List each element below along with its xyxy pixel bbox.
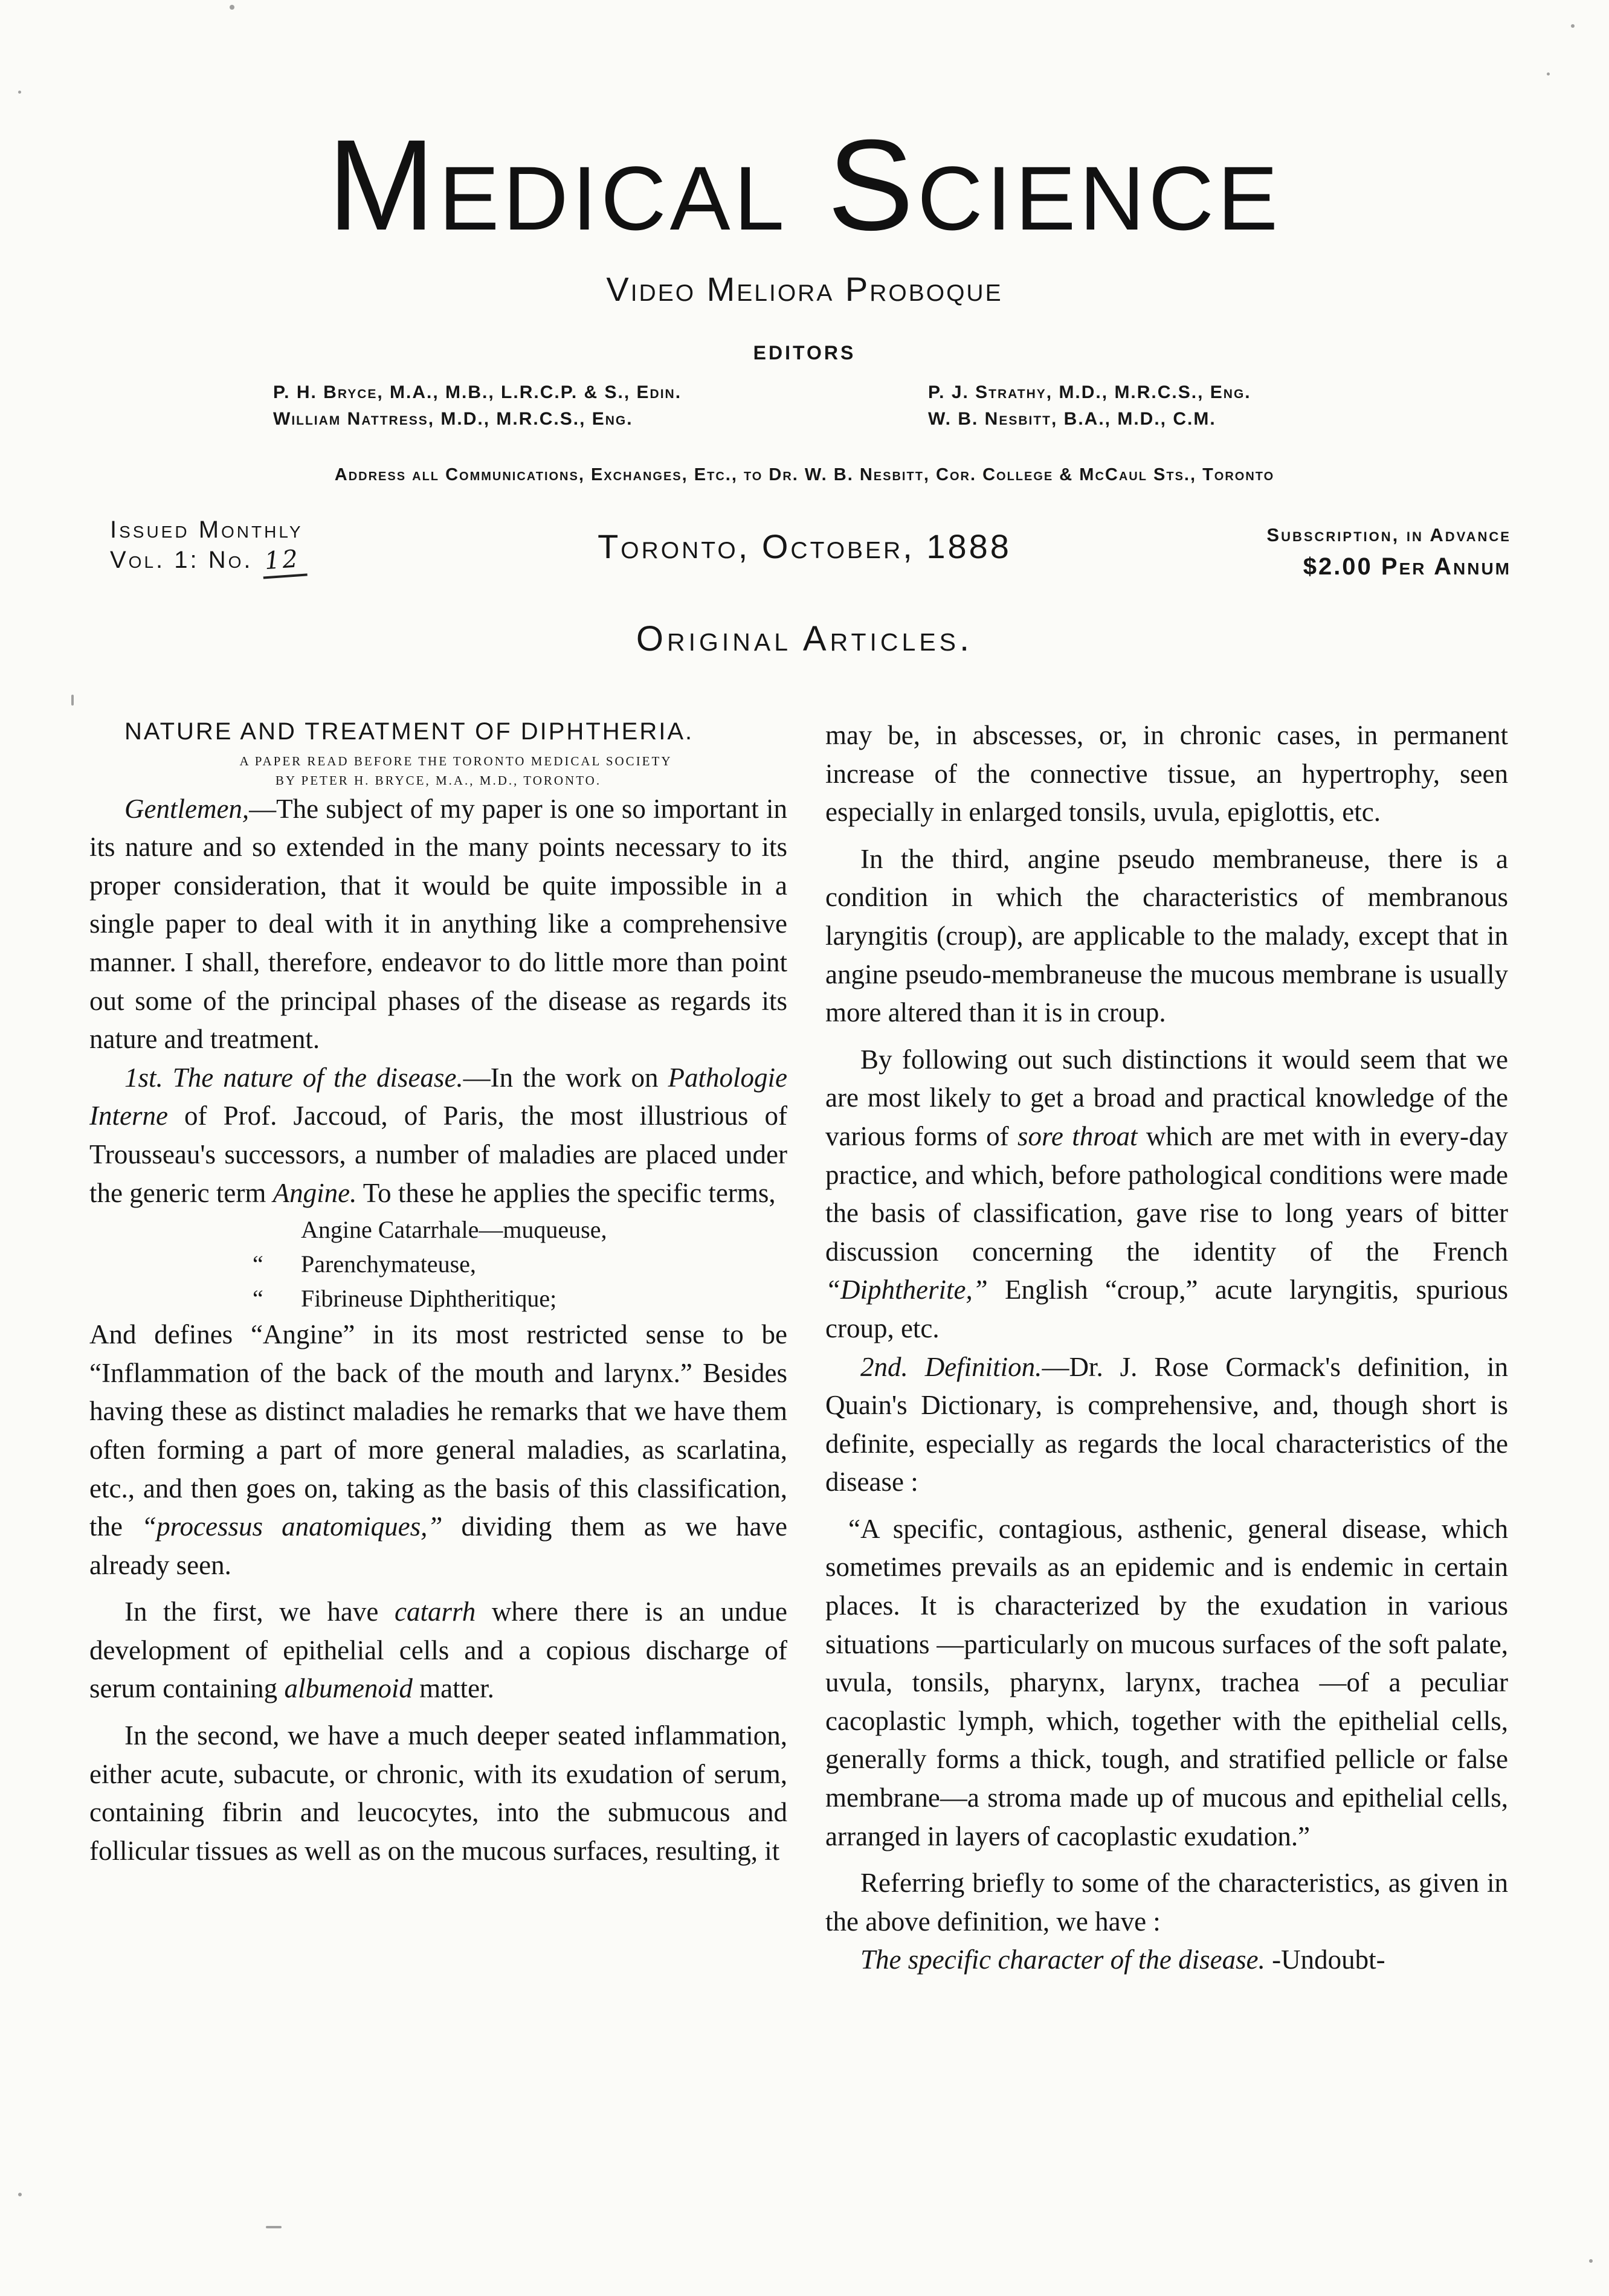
block-quote	[825, 1510, 1508, 1856]
scan-speck	[18, 2193, 22, 2196]
subheading: 1st. The nature of the disease.	[124, 1062, 463, 1093]
paragraph: By following out such distinctions it would seem that we are most likely to get a broad and practical knowledge of the various forms of sore throat which are met with in every-day practice, and which, before pathological conditions were made the basis of classification, gave rise to long years of bitter discussion concerning the identity of the French “Diphtherite,” English “croup,” acute laryngitis, spurious croup, etc.	[825, 1044, 1509, 1343]
list-item: “ Fibrineuse Diphtheritique;	[253, 1285, 557, 1313]
byline-line: BY PETER H. BRYCE, M.A., M.D., TORONTO.	[275, 773, 602, 788]
paragraph: In the third, angine pseudo membraneuse, there is a condition in which the characteristics of membranous laryngitis (croup), are applicable to the malady, except that in angine pseudo-membraneuse the mucous membrane is usually more altered than it is in croup.	[825, 843, 1508, 1028]
article-column-left	[89, 713, 787, 1870]
paragraph: In the second, we have a much deeper seated inflammation, either acute, subacute, or chronic, with its exudation of serum, containing fibrin and leucocytes, into the submucous and follicular tissues as well as on the mucous surfaces, resulting, it	[89, 1720, 787, 1866]
italic-term: catarrh	[395, 1597, 476, 1627]
article-byline	[89, 751, 787, 790]
scan-speck	[266, 2226, 282, 2228]
scan-speck	[71, 695, 74, 706]
editor-name: P. H. Bryce, M.A., M.B., L.R.C.P. & S., Edin.	[273, 382, 682, 402]
quote-text: “A specific, contagious, asthenic, general disease, which sometimes prevails as an epidemic and is endemic in certain places. It is characterized by the exudation in various situations —particularly on mucous surfaces of the soft palate, uvula, tonsils, pharynx, larynx, trachea —of a peculiar cacoplastic lymph, which, together with the epithelial cells, generally forms a thick, tough, and stratified pellicle or false membrane—a stroma made up of mucous and epithelial cells, arranged in layers of cacoplastic exudation.”	[825, 1513, 1508, 1851]
subscription-price: $2.00 Per Annum	[1303, 553, 1511, 580]
journal-motto: Video Meliora Proboque	[606, 270, 1003, 308]
italic-term: Pathologie Interne	[89, 1062, 787, 1131]
paragraph: 1st. The nature of the disease.—In the work on Pathologie Interne of Prof. Jaccoud, of Paris, the most illustrious of Trousseau's successors, a number of maladies are placed under the generic term Angine. To these he applies the specific terms,	[89, 1062, 787, 1208]
italic-term: “Diphtherite,”	[825, 1275, 988, 1305]
editors-left	[273, 379, 682, 433]
paragraph: Gentlemen,—The subject of my paper is one so important in its nature and so extended in the many points necessary to its proper consideration, that it would be quite impossible in a single paper to deal with it in anything like a comprehensive manner. I shall, therefore, endeavor to do little more than point out some of the principal phases of the disease as regards its nature and treatment.	[89, 793, 787, 1055]
section-title: Original Articles.	[636, 619, 973, 658]
subscription-info	[1266, 519, 1511, 582]
paragraph: In the first, we have catarrh where there is an undue development of epithelial cells and a copious discharge of serum containing albumenoid matter.	[89, 1597, 787, 1704]
dateline: Toronto, October, 1888	[598, 527, 1011, 565]
list-item: Angine Catarrhale—muqueuse,	[301, 1216, 607, 1244]
italic-term: Angine.	[272, 1177, 357, 1208]
editor-name: William Nattress, M.D., M.R.C.S., Eng.	[273, 409, 633, 429]
byline-line: A PAPER READ BEFORE THE TORONTO MEDICAL SOCIETY	[239, 753, 672, 768]
editors-right	[928, 379, 1251, 433]
subheading: 2nd. Definition.	[860, 1351, 1042, 1382]
journal-title: Medical Science	[327, 113, 1282, 257]
editor-name: W. B. Nesbitt, B.A., M.D., C.M.	[928, 409, 1216, 429]
paragraph: The specific character of the disease. -Undoubt-	[860, 1944, 1385, 1975]
paragraph: 2nd. Definition.—Dr. J. Rose Cormack's definition, in Quain's Dictionary, is comprehensive, and, though short is definite, especially as regards the local characteristics of the disease :	[825, 1351, 1508, 1497]
scan-speck	[1589, 2259, 1593, 2263]
scan-speck	[18, 91, 21, 94]
salutation: Gentlemen,	[124, 793, 250, 824]
correspondence-address: Address all Communications, Exchanges, Etc., to Dr. W. B. Nesbitt, Cor. College & McCaul Sts., Toronto	[334, 465, 1275, 484]
editors-heading: EDITORS	[753, 342, 856, 364]
article-title: NATURE AND TREATMENT OF DIPHTHERIA.	[124, 718, 694, 745]
article-column-right	[825, 716, 1508, 1979]
editor-name: P. J. Strathy, M.D., M.R.C.S., Eng.	[928, 382, 1251, 402]
issue-number: 12	[261, 544, 307, 579]
volume-label: Vol. 1: No.	[110, 547, 253, 573]
paragraph: may be, in abscesses, or, in chronic cases, in permanent increase of the connective tissue, an hypertrophy, seen especially in enlarged tonsils, uvula, epiglottis, etc.	[825, 720, 1508, 828]
scan-speck	[1547, 72, 1550, 76]
scan-speck	[1571, 24, 1575, 28]
italic-term: albumenoid	[284, 1673, 413, 1704]
subscription-label: Subscription, in Advance	[1266, 524, 1511, 545]
italic-term: “processus anatomiques,”	[141, 1511, 443, 1542]
list-item: “ Parenchymateuse,	[253, 1250, 476, 1278]
italic-term: sore throat	[1017, 1121, 1138, 1151]
subheading: The specific character of the disease.	[860, 1944, 1265, 1975]
scan-speck	[230, 5, 234, 10]
issue-frequency: Issued Monthly	[110, 516, 303, 543]
paragraph: Referring briefly to some of the characteristics, as given in the above definition, we have :	[825, 1868, 1508, 1937]
angine-list	[253, 1212, 787, 1316]
paragraph: And defines “Angine” in its most restricted sense to be “Inflammation of the back of the mouth and larynx.” Besides having these as distinct maladies he remarks that we have them often forming a part of more general maladies, as scarlatina, etc., and then goes on, taking as the basis of this classification, the “processus anatomiques,” dividing them as we have already seen.	[89, 1319, 787, 1580]
